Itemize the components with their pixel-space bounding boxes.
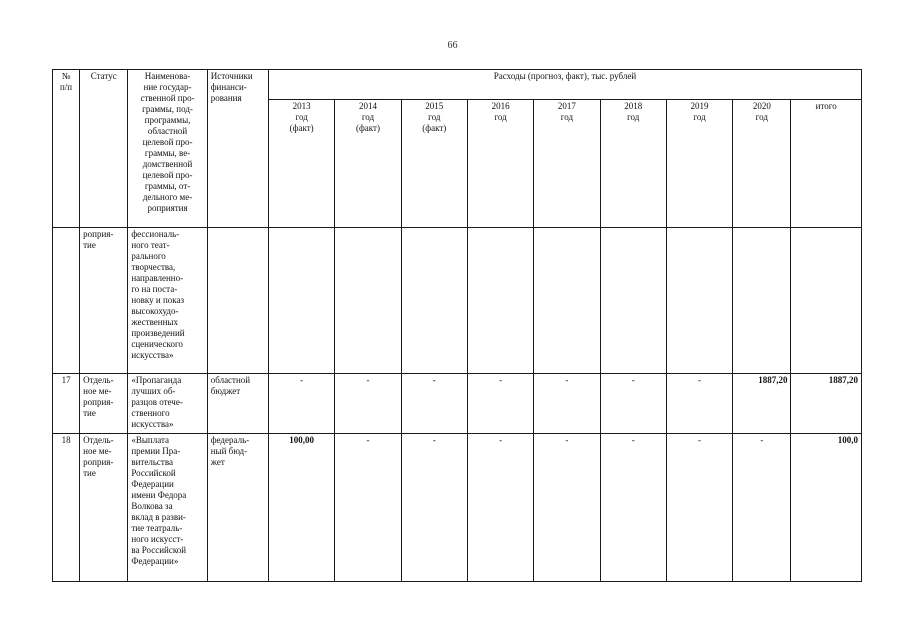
header-total: итого bbox=[791, 100, 862, 228]
header-year-2018: 2018 год bbox=[600, 100, 666, 228]
row-value-2019: - bbox=[666, 374, 732, 434]
row-status: Отдель- ное ме- роприя- тие bbox=[80, 374, 128, 434]
row-value-2017 bbox=[534, 228, 600, 374]
expenditure-table bbox=[52, 69, 862, 582]
row-status: роприя- тие bbox=[80, 228, 128, 374]
row-value-2017: - bbox=[534, 434, 600, 582]
row-value-2014: - bbox=[335, 374, 401, 434]
row-value-2018 bbox=[600, 228, 666, 374]
table-header-row bbox=[53, 70, 862, 100]
row-value-2020: - bbox=[733, 434, 791, 582]
row-source bbox=[207, 228, 268, 374]
row-value-2016 bbox=[467, 228, 533, 374]
header-sources: Источники финанси- рования bbox=[207, 70, 268, 228]
row-value-2015: - bbox=[401, 374, 467, 434]
row-name: «Выплата премии Пра- вительства Российской Федерации имени Федора Волкова за вклад в разви- тие театраль- ного искусст- ва Российской Федерации» bbox=[128, 434, 207, 582]
header-year-2013: 2013 год (факт) bbox=[269, 100, 335, 228]
row-value-2013: - bbox=[269, 374, 335, 434]
row-value-2015 bbox=[401, 228, 467, 374]
row-value-2013 bbox=[269, 228, 335, 374]
row-value-total: 1887,20 bbox=[791, 374, 862, 434]
row-value-2020: 1887,20 bbox=[733, 374, 791, 434]
row-name: фессиональ- ного теат- рального творчества, направленно- го на поста- новку и показ высокохудо- жественных произведений сценического искусства» bbox=[128, 228, 207, 374]
row-value-2020 bbox=[733, 228, 791, 374]
row-value-2019: - bbox=[666, 434, 732, 582]
row-value-2014 bbox=[335, 228, 401, 374]
header-year-2017: 2017 год bbox=[534, 100, 600, 228]
row-value-2016: - bbox=[467, 374, 533, 434]
row-value-2016: - bbox=[467, 434, 533, 582]
row-num bbox=[53, 228, 80, 374]
header-year-2015: 2015 год (факт) bbox=[401, 100, 467, 228]
row-name: «Пропаганда лучших об- разцов отече- ственного искусства» bbox=[128, 374, 207, 434]
row-value-total bbox=[791, 228, 862, 374]
header-num: № п/п bbox=[53, 70, 80, 228]
page-number: 66 bbox=[447, 40, 458, 51]
header-year-2016: 2016 год bbox=[467, 100, 533, 228]
table-row bbox=[53, 374, 862, 434]
header-name: Наименова- ние государ- ственной про- граммы, под- программы, областной целевой про- граммы, ве- домственной целевой про- граммы, от- дельного ме- роприятия bbox=[128, 70, 207, 228]
header-year-2020: 2020 год bbox=[733, 100, 791, 228]
row-status: Отдель- ное ме- роприя- тие bbox=[80, 434, 128, 582]
header-status: Статус bbox=[80, 70, 128, 228]
header-year-2014: 2014 год (факт) bbox=[335, 100, 401, 228]
header-year-2019: 2019 год bbox=[666, 100, 732, 228]
row-num: 18 bbox=[53, 434, 80, 582]
header-expenses: Расходы (прогноз, факт), тыс. рублей bbox=[269, 70, 862, 100]
row-value-total: 100,0 bbox=[791, 434, 862, 582]
row-value-2019 bbox=[666, 228, 732, 374]
row-value-2017: - bbox=[534, 374, 600, 434]
table-row bbox=[53, 228, 862, 374]
row-num: 17 bbox=[53, 374, 80, 434]
row-value-2018: - bbox=[600, 434, 666, 582]
row-source: федераль- ный бюд- жет bbox=[207, 434, 268, 582]
row-value-2013: 100,00 bbox=[269, 434, 335, 582]
row-value-2014: - bbox=[335, 434, 401, 582]
row-source: областной бюджет bbox=[207, 374, 268, 434]
table-row bbox=[53, 434, 862, 582]
row-value-2015: - bbox=[401, 434, 467, 582]
row-value-2018: - bbox=[600, 374, 666, 434]
